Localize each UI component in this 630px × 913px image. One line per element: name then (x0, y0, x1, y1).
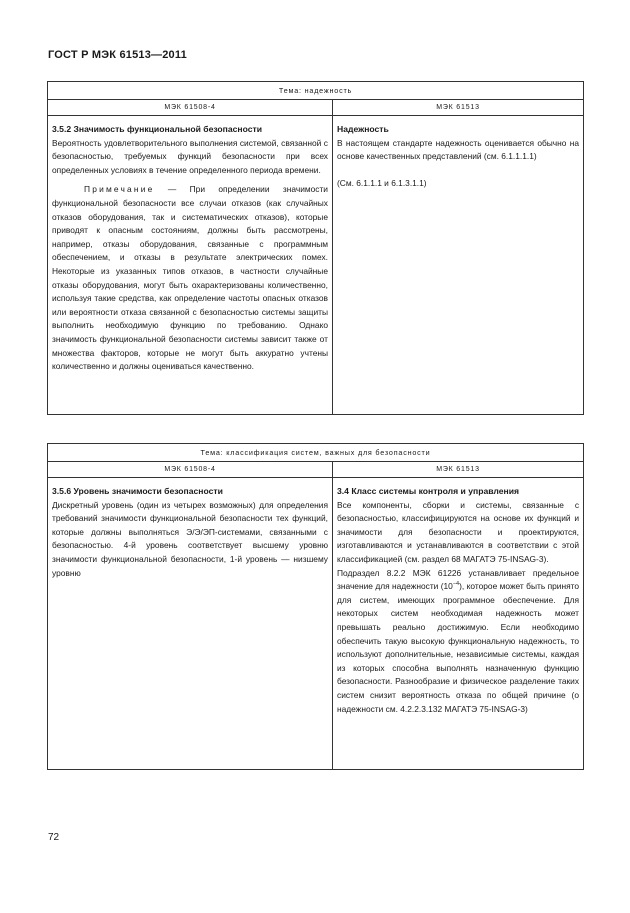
table-topic: Тема: надежность (48, 82, 584, 100)
column-header-left: МЭК 61508-4 (48, 100, 333, 116)
page-number: 72 (48, 832, 60, 843)
comparison-table-classification (47, 443, 584, 770)
term-definition: Дискретный уровень (один из четырех возможных) для определения требований значимости функциональной безопасности тех функций, которые должны выполняться Э/Э/ЭП-системами, связанными с безопасностью. 4-й уровень соответствует высшему уровню значимости функциональной безопасности, 1-й уровень — низшему уровню (52, 499, 328, 578)
note-text: — При определении значимости функциональной безопасности все случаи отказов (как случайных отказов оборудования, так и систематических отказов), которые приводят к опасным состояниям, должны быть рассмотрены, например, отказы оборудования, связанные с программным обеспечением, и отказы в результате электрических помех. Некоторые из указанных типов отказов, в частности случайные отказы оборудования, могут быть охарактеризованы количественно, используя такие средства, как определение частоты опасных отказов или вероятности отказа связанной с безопасностью системы защиты выполнить необходимую функцию по требованию. Однако значимость функциональной безопасности системы зависит также от множества факторов, которые не могут быть аккуратно учтены количественно и должны оцениваться качественно. (52, 184, 328, 372)
term-title: Надежность (337, 124, 389, 134)
term-title: 3.5.2 Значимость функциональной безопасности (52, 124, 263, 134)
column-header-right: МЭК 61513 (333, 462, 584, 478)
term-paragraph: Подраздел 8.2.2 МЭК 61226 устанавливает предельное значение для надежности $(10^{-4})$, которое может быть принято для систем, имеющих программное обеспечение. Для некоторых систем необходимая надежность может превышать реально достижимую. Если необходимо обеспечить такую высокую функциональную надежность, то используют дополнительные, независимые системы, каждая из которых способна выполнять назначенную функцию безопасности. Разнообразие и физическое разделение таких систем снизит вероятность отказа по общей причине (о надежности см. 4.2.2.3.132 МАГАТЭ 75-INSAG-3) (337, 567, 580, 714)
cross-reference: (См. 6.1.1.1 и 6.1.3.1.1) (337, 177, 427, 188)
column-header-right: МЭК 61513 (333, 100, 584, 116)
column-header-left: МЭК 61508-4 (48, 462, 333, 478)
term-title: 3.4 Класс системы контроля и управления (337, 486, 519, 496)
term-definition: Вероятность удовлетворительного выполнения системой, связанной с безопасностью, требуемых функций безопасности при всех определенных условиях в течение определенного периода времени. (52, 137, 328, 175)
term-definition: В настоящем стандарте надежность оценивается обычно на основе качественных представлений (см. 6.1.1.1.1) (337, 137, 580, 162)
left-cell (48, 478, 333, 770)
comparison-table-reliability (47, 81, 584, 415)
document-header: ГОСТ Р МЭК 61513—2011 (48, 49, 187, 61)
right-cell (333, 478, 584, 770)
term-title: 3.5.6 Уровень значимости безопасности (52, 486, 223, 496)
note-label: Примечание (84, 184, 155, 195)
left-cell (48, 116, 333, 415)
note-paragraph (52, 183, 328, 373)
right-cell (333, 116, 584, 415)
table-topic: Тема: классификация систем, важных для безопасности (48, 444, 584, 462)
term-definition: Все компоненты, сборки и системы, связанные с безопасностью, классифицируются на основе их функций и значимости для безопасности и проектируются, изготавливаются и устанавливаются в соответствии с этой классификацией (см. раздел 68 МАГАТЭ 75-INSAG-3). (337, 499, 580, 564)
